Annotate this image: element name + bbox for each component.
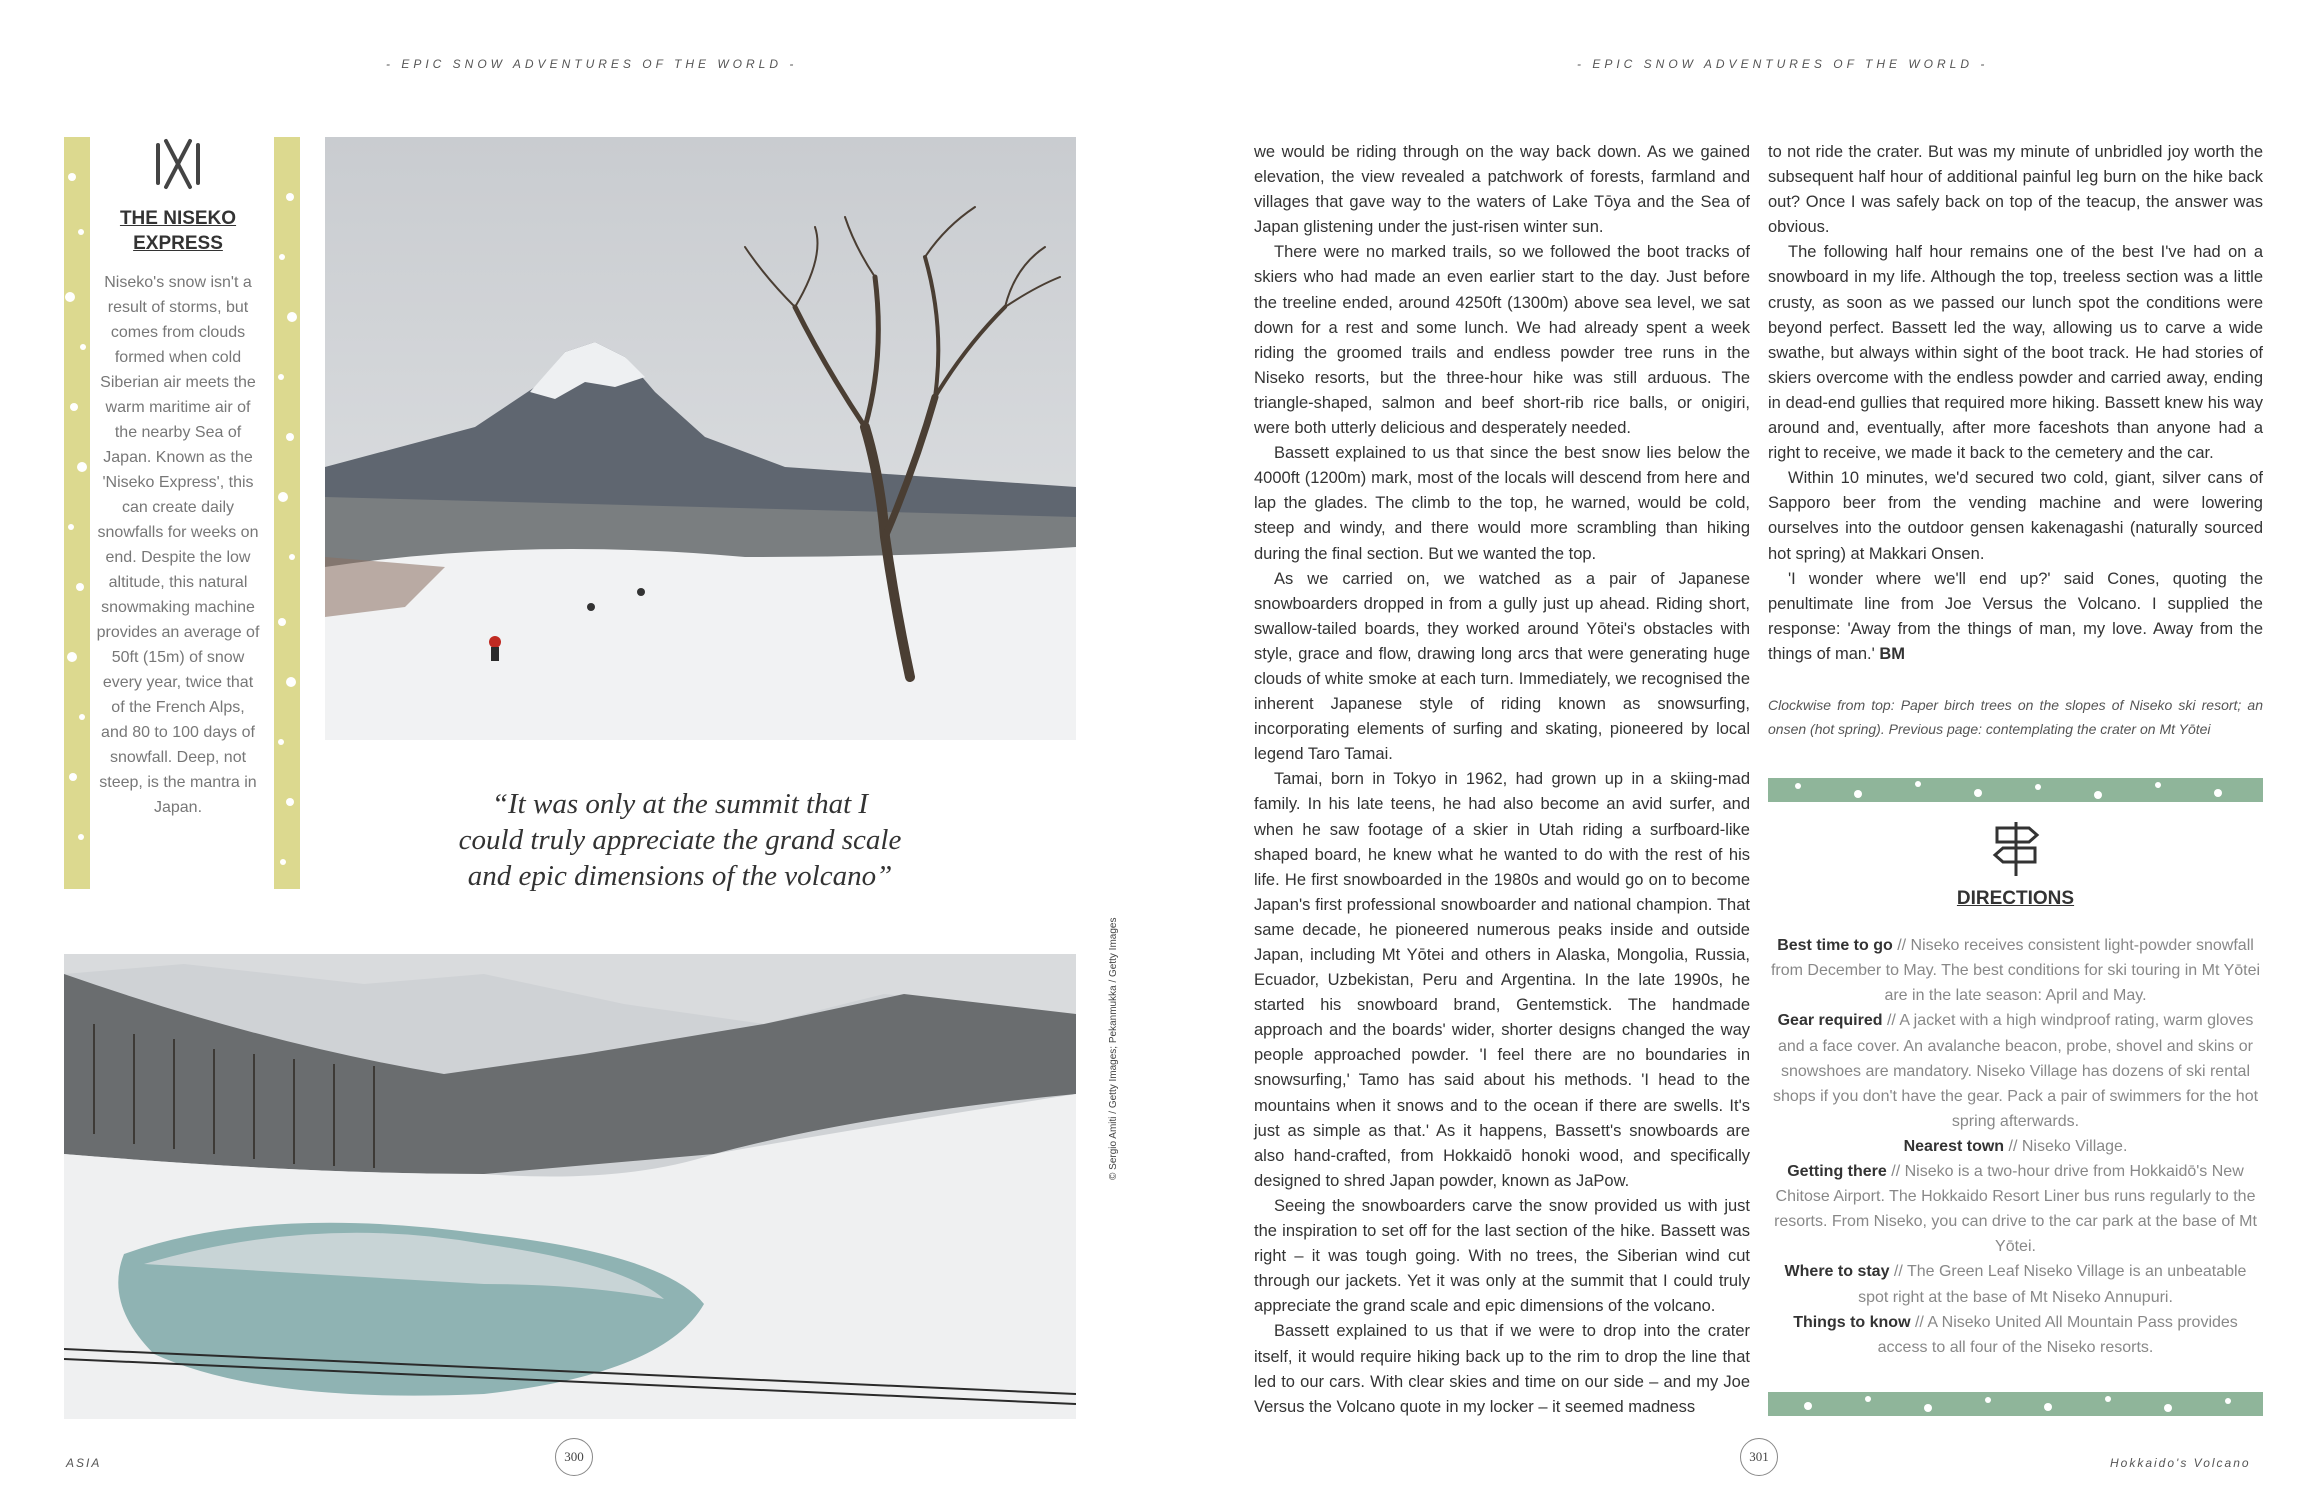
article-paragraph: we would be riding through on the way back down. As we gained elevation, the view revealed a patchwork of forests, farmland and villages that gave way to the waters of Lake Tōya and the Sea of Japan glistening under the just-risen winter sun. [1254, 143, 1750, 237]
article-paragraph: Bassett explained to us that if we were to drop into the crater itself, it would require hiking back up to the rim to drop the line that led to our cars. With clear skies and time on our side – and my Joe Versus the Volcano quote in my locker – it seemed madness [1254, 1322, 1750, 1416]
directions-item [1768, 1310, 2263, 1360]
page-number-right: 301 [1740, 1438, 1778, 1476]
directions-item [1768, 1134, 2263, 1159]
footer-section-right: Hokkaido's Volcano [2110, 1456, 2251, 1470]
article-paragraph: There were no marked trails, so we followed the boot tracks of skiers who had made an even earlier start to the day. Just before the treeline ended, around 4250ft (1300m) above sea level, we sat down for a rest and some lunch. We had already spent a week riding the groomed trails and endless powder tree runs in the Niseko resorts, but the three-hour hike was still arduous. The triangle-shaped, salmon and beef short-rib rice balls, or onigiri, were both utterly delicious and desperately needed. [1254, 243, 1750, 438]
photo-onsen-valley [64, 954, 1076, 1419]
directions-item-text: // A Niseko United All Mountain Pass provides access to all four of the Niseko resorts. [1877, 1313, 2238, 1356]
running-head-right: - EPIC SNOW ADVENTURES OF THE WORLD - [1577, 57, 1989, 71]
article-paragraph: Tamai, born in Tokyo in 1962, had grown up in a skiing-mad family. In his late teens, he had also become an avid surfer, and when he saw footage of a skier in Utah riding a surfboard-like shaped board, he knew what he wanted to do with the rest of his life. He first snowboarded in the 1980s and would go on to become Japan's first professional snowboarder and national champion. That same decade, he pioneered numerous peaks inside and outside Japan, including Mt Yōtei and others in Alaska, Mongolia, Russia, Ecuador, Uzbekistan, Peru and Argentina. In the late 1990s, he started his snowboard brand, Gentemstick. The handmade approach and the boards' wider, shorter designs changed the way people approached powder. 'I feel there are no boundaries in snowsurfing,' Tamo has said about his methods. 'I head to the mountains when it snows and to the ocean if there are swells. It's just as simple as that.' As it happens, Bassett's snowboards are also hand-crafted, from Hokkaidō honoki wood, and specifically designed to shred Japan powder, known as JaPow. [1254, 770, 1750, 1190]
photo-caption: Clockwise from top: Paper birch trees on the slopes of Niseko ski resort; an onsen (hot spring). Previous page: contemplating the crater on Mt Yōtei [1768, 696, 2263, 737]
article-paragraph: Within 10 minutes, we'd secured two cold, giant, silver cans of Sapporo beer from the vending machine and were lowering ourselves into the outdoor gensen kakenagashi (naturally sourced hot spring) at Makkari Onsen. [1768, 469, 2263, 563]
sidebar-right-border [274, 137, 300, 889]
directions-item-label: Where to stay [1784, 1263, 1890, 1281]
photo-birch-tree-slope [325, 137, 1076, 740]
pull-quote-line3: and epic dimensions of the volcano” [467, 860, 893, 892]
sidebar-niseko-express [96, 137, 260, 820]
article-column-1 [1254, 140, 1750, 1420]
article-paragraph: The following half hour remains one of the best I've had on a snowboard in my life. Although the top, treeless section was a little crusty, as soon as we passed our lunch spot the conditions were beyond perfect. Bassett led the way, allowing us to carve a wide swathe, but always within sight of the boot track. He had stories of skiers overcome with the endless powder and carried away, ending in dead-end gullies that required more hiking. Bassett knew his way around and, eventually, after more faceshots than anyone had a right to receive, we made it back to the cemetery and the car. [1768, 243, 2263, 463]
directions-item-text: // A jacket with a high windproof rating, warm gloves and a face cover. An avalanche beacon, probe, shovel and skins or snowshoes are mandatory. Niseko Village has dozens of ski rental shops if you don't have the gear. Pack a pair of swimmers for the hot spring afterwards. [1772, 1012, 2259, 1130]
directions-item-text: // Niseko receives consistent light-powder snowfall from December to May. The best conditions for ski touring in Mt Yōtei are in the late season: April and May. [1770, 937, 2261, 1005]
signpost-icon [1989, 818, 2043, 878]
article-paragraph: Bassett explained to us that since the best snow lies below the 4000ft (1200m) mark, most of the locals will descend from here and lap the glades. The climb to the top, he warned, would be cold, steep and windy, and there would more scrambling than hiking during the final section. But we wanted the top. [1254, 444, 1750, 563]
author-byline: BM [1879, 644, 1906, 663]
directions-item [1768, 1159, 2263, 1259]
directions-item-text: // The Green Leaf Niseko Village is an unbeatable spot right at the base of Mt Niseko Annupuri. [1858, 1263, 2247, 1306]
directions-item-text: // Niseko Village. [2004, 1137, 2128, 1155]
directions-item [1768, 1259, 2263, 1309]
directions-item-label: Gear required [1777, 1012, 1883, 1030]
photo-credit: © Sergio Amiti / Getty Images; Pekanmukka / Getty Images [1108, 917, 1119, 1180]
directions-top-band [1768, 778, 2263, 802]
page-number-left: 300 [555, 1438, 593, 1476]
article-paragraph: As we carried on, we watched as a pair of Japanese snowboarders dropped in from a gully just up ahead. Riding short, swallow-tailed boards, they worked around Yōtei's obstacles with style, grace and flow, drawing long arcs that were generating huge clouds of white smoke at each turn. Immediately, we recognised the inherent Japanese style of riding known as snowsurfing, incorporating elements of surfing and skating, pioneered by local legend Taro Tamai. [1254, 569, 1750, 764]
sidebar-left-border [64, 137, 90, 889]
directions-title: DIRECTIONS [1956, 888, 2075, 910]
sidebar-title-line2: EXPRESS [133, 233, 223, 254]
directions-item-label: Getting there [1787, 1163, 1887, 1181]
article-paragraph [1768, 567, 2263, 667]
footer-section-left: ASIA [66, 1456, 102, 1470]
directions-item-text: // Niseko is a two-hour drive from Hokkaidō's New Chitose Airport. The Hokkaido Resort Liner bus runs regularly to the resorts. From Niseko, you can drive to the car park at the base of Mt Yōtei. [1774, 1163, 2257, 1256]
crossed-skis-icon [154, 137, 202, 191]
running-head-left: - EPIC SNOW ADVENTURES OF THE WORLD - [386, 57, 798, 71]
directions-item [1768, 1008, 2263, 1133]
pull-quote [420, 786, 940, 894]
directions-item-label: Best time to go [1777, 937, 1893, 955]
directions-item-label: Nearest town [1903, 1137, 2005, 1155]
article-paragraph: to not ride the crater. But was my minute of unbridled joy worth the subsequent half hour of additional painful leg burn on the hike back out? Once I was safely back on top of the teacup, the answer was obvious. [1768, 143, 2263, 237]
sidebar-title [96, 206, 260, 256]
directions-box [1768, 818, 2263, 1360]
pull-quote-line2: could truly appreciate the grand scale [458, 824, 902, 856]
article-paragraph: Seeing the snowboarders carve the snow provided us with just the inspiration to set off for the last section of the hike. Bassett was right – it was tough going. With no trees, the Siberian wind cut through our jackets. Yet it was only at the summit that I could truly appreciate the grand scale and epic dimensions of the volcano. [1254, 1196, 1750, 1316]
directions-item [1768, 933, 2263, 1008]
sidebar-title-line1: THE NISEKO [119, 208, 237, 229]
article-final-text: 'I wonder where we'll end up?' said Cones, quoting the penultimate line from Joe Versus the Volcano. I supplied the response: 'Away from the things of man, my love. Away from the things of man.' [1768, 569, 2263, 663]
directions-item-label: Things to know [1793, 1313, 1911, 1331]
article-column-2 [1768, 140, 2263, 741]
pull-quote-line1: “It was only at the summit that I [491, 788, 869, 820]
sidebar-body: Niseko's snow isn't a result of storms, but comes from clouds formed when cold Siberian air meets the warm maritime air of the nearby Sea of Japan. Known as the 'Niseko Express', this can create daily snowfalls for weeks on end. Despite the low altitude, this natural snowmaking machine provides an average of 50ft (15m) of snow every year, twice that of the French Alps, and 80 to 100 days of snowfall. Deep, not steep, is the mantra in Japan. [96, 274, 260, 816]
directions-bottom-band [1768, 1392, 2263, 1416]
